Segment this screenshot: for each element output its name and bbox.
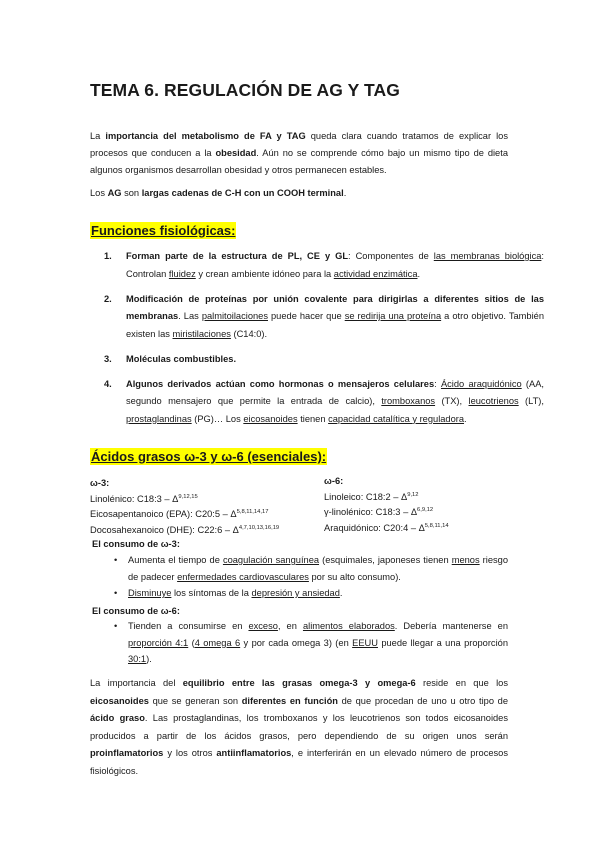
bullet-icon: • (114, 555, 118, 565)
fatty-acid-name: γ-linolénico: C18:3 – Δ (324, 507, 418, 517)
closing-bold: equilibrio entre las grasas omega-3 y omega-6 (182, 678, 416, 688)
omega6-row (324, 521, 449, 537)
item-underlined: exceso (248, 621, 278, 631)
consumo-omega3-label: El consumo de ω-3: (92, 539, 180, 549)
item-underlined: 4 omega 6 (194, 637, 241, 648)
item-text: : Controlan (126, 251, 545, 279)
omega6-column (324, 474, 449, 536)
item-underlined: fluidez (168, 268, 196, 279)
fatty-acid-name: Linolénico: C18:3 – Δ (90, 493, 179, 504)
item-underlined: proporción 4:1 (128, 637, 189, 648)
item-underlined: miristilaciones (172, 328, 231, 339)
item-text: . Debería mantenerse en (394, 621, 509, 631)
delta-positions: 5,8,11,14,17 (236, 509, 269, 515)
closing-bold: eicosanoides (90, 695, 149, 706)
item-text: , en (277, 621, 303, 631)
list-item (114, 552, 508, 585)
item-bold: Modificación de proteínas por unión covalente para dirigirlas a diferentes sitios de las membranas (126, 293, 544, 321)
item-bold: Forman parte de la estructura de PL, CE y GL (126, 251, 349, 261)
delta-positions: 9,12 (407, 491, 419, 498)
list-item (104, 291, 545, 344)
item-underlined: actividad enzimática (333, 268, 418, 279)
item-text: y crean ambiente idóneo para la (195, 268, 334, 279)
item-text: . (417, 268, 421, 279)
section-heading-acidos: Ácidos grasos ω-3 y ω-6 (esenciales): (91, 449, 327, 464)
fatty-acid-name: Docosahexanoico (DHE): C22:6 – Δ (90, 524, 239, 535)
item-underlined: prostaglandinas (126, 413, 192, 424)
item-text: Tienden a consumirse en (128, 621, 249, 631)
intro-text: . Aún no se comprende cómo bajo un mismo tipo de dieta algunos organismos desarrollan obesidad y otros permanecen estables. (90, 148, 508, 175)
item-underlined: depresión y ansiedad (251, 588, 340, 598)
fatty-acid-name: Eicosapentanoico (EPA): C20:5 – Δ (90, 509, 237, 519)
omega6-label: ω-6: (324, 476, 344, 486)
item-underlined: se redirija una proteína (344, 311, 442, 321)
funciones-list (90, 248, 544, 436)
item-underlined: las membranas biológica (433, 251, 542, 261)
item-underlined: eicosanoides (243, 413, 298, 424)
closing-text: , e interferirán en un elevado número de procesos fisiológicos. (90, 748, 508, 776)
closing-text: La importancia del (90, 678, 183, 688)
item-text: . (339, 588, 343, 598)
intro-text: La (90, 131, 106, 141)
item-underlined: alimentos elaborados (302, 621, 395, 631)
ag-bold: AG (107, 188, 122, 198)
item-bold: Moléculas combustibles. (126, 353, 237, 364)
item-text: (AA, segundo mensajero que permite la entrada de calcio), (126, 378, 545, 406)
ag-text: son (121, 188, 142, 198)
item-number: 2. (104, 293, 112, 304)
closing-bold: ácido graso (90, 713, 145, 723)
item-text: ( (188, 637, 195, 648)
item-number: 4. (104, 378, 112, 389)
item-underlined: Ácido araquidónico (440, 378, 522, 389)
ag-paragraph (90, 185, 508, 202)
item-text: puede llegar a una proporción (377, 637, 508, 648)
closing-bold: proinflamatorios (90, 748, 164, 758)
item-bold: Algunos derivados actúan como hormonas o mensajeros celulares (126, 378, 435, 389)
list-item (114, 618, 509, 668)
closing-text: de que procedan de uno u otro tipo de (337, 695, 509, 706)
omega6-row (324, 505, 449, 521)
ag-text: Los (90, 188, 108, 198)
item-text: Aumenta el tiempo de (128, 555, 223, 565)
item-text: puede hacer que (267, 311, 345, 321)
item-number: 3. (104, 353, 112, 364)
item-text: : (434, 378, 441, 389)
fatty-acid-name: Araquidónico: C20:4 – Δ (324, 522, 425, 533)
delta-positions: 5,8,11,14 (424, 522, 449, 529)
consumo-omega3-list (114, 552, 508, 602)
item-underlined: EEUU (352, 637, 378, 648)
item-text: ). (146, 654, 152, 664)
item-underlined: palmitoilaciones (201, 311, 268, 321)
page-title: TEMA 6. REGULACIÓN DE AG Y TAG (90, 80, 400, 100)
omega6-row (324, 490, 449, 506)
item-underlined: enfermedades cardiovasculares (177, 571, 309, 582)
delta-positions: 6,9,12 (417, 507, 434, 513)
item-underlined: 30:1 (128, 654, 147, 664)
intro-paragraph (90, 128, 508, 179)
item-underlined: leucotrienos (468, 396, 519, 406)
intro-bold: importancia del metabolismo de FA y TAG (105, 131, 306, 141)
omega3-label: ω-3: (90, 478, 110, 488)
item-underlined: capacidad catalítica y reguladora (328, 413, 465, 424)
closing-bold: diferentes en función (241, 695, 338, 706)
item-underlined: Disminuye (128, 588, 172, 598)
delta-positions: 9,12,15 (178, 493, 198, 500)
intro-text: queda clara cuando tratamos de explicar los procesos que conducen a la (90, 131, 508, 158)
item-text: (LT), (518, 396, 544, 406)
ag-bold: largas cadenas de C-H con un COOH terminal (141, 188, 344, 198)
item-text: (PG)… Los (191, 413, 244, 424)
item-text: por su alto consumo). (308, 571, 401, 582)
closing-text: . Las prostaglandinas, los tromboxanos y los leucotrienos son todos eicosanoides producidos a partir de los ácidos grasos, pero dependiendo de su origen unos serán (90, 713, 508, 741)
item-text: los síntomas de la (171, 588, 252, 598)
closing-text: que se generan son (148, 695, 242, 706)
closing-paragraph (90, 675, 508, 780)
closing-text: y los otros (163, 748, 217, 758)
omega3-row (90, 507, 279, 523)
omega3-row (90, 492, 279, 508)
consumo-omega6-label: El consumo de ω-6: (92, 606, 180, 616)
item-text: : Componentes de (348, 251, 434, 261)
omega3-row (90, 523, 279, 539)
closing-text: reside en que los (415, 678, 508, 688)
item-underlined: coagulación sanguínea (222, 555, 320, 565)
item-text: . (464, 413, 467, 424)
item-text: y por cada omega 3) (en (240, 637, 353, 648)
item-text: tienen (297, 413, 329, 424)
item-text: a otro objetivo. También existen las (126, 311, 545, 339)
item-text: (C14:0). (230, 328, 268, 339)
consumo-omega6-list (114, 618, 509, 668)
ag-text: . (343, 188, 347, 198)
item-text: riesgo de padecer (128, 555, 508, 582)
item-text: . Las (178, 311, 202, 321)
list-item (114, 585, 508, 602)
item-underlined: menos (451, 555, 480, 565)
list-item (104, 376, 545, 429)
item-underlined: tromboxanos (381, 396, 436, 406)
closing-bold: antiinflamatorios (216, 748, 292, 758)
list-item (104, 351, 544, 369)
list-item (104, 248, 545, 283)
fatty-acid-name: Linoleico: C18:2 – Δ (324, 491, 408, 502)
item-text: (esquimales, japoneses tienen (319, 555, 452, 565)
bullet-icon: • (114, 588, 118, 598)
bullet-icon: • (114, 621, 118, 631)
omega3-column (90, 476, 279, 538)
item-text: (TX), (435, 396, 469, 406)
section-heading-funciones: Funciones fisiológicas: (91, 223, 236, 238)
intro-bold: obesidad (215, 148, 257, 158)
delta-positions: 4,7,10,13,16,19 (238, 524, 280, 531)
item-number: 1. (104, 251, 112, 261)
